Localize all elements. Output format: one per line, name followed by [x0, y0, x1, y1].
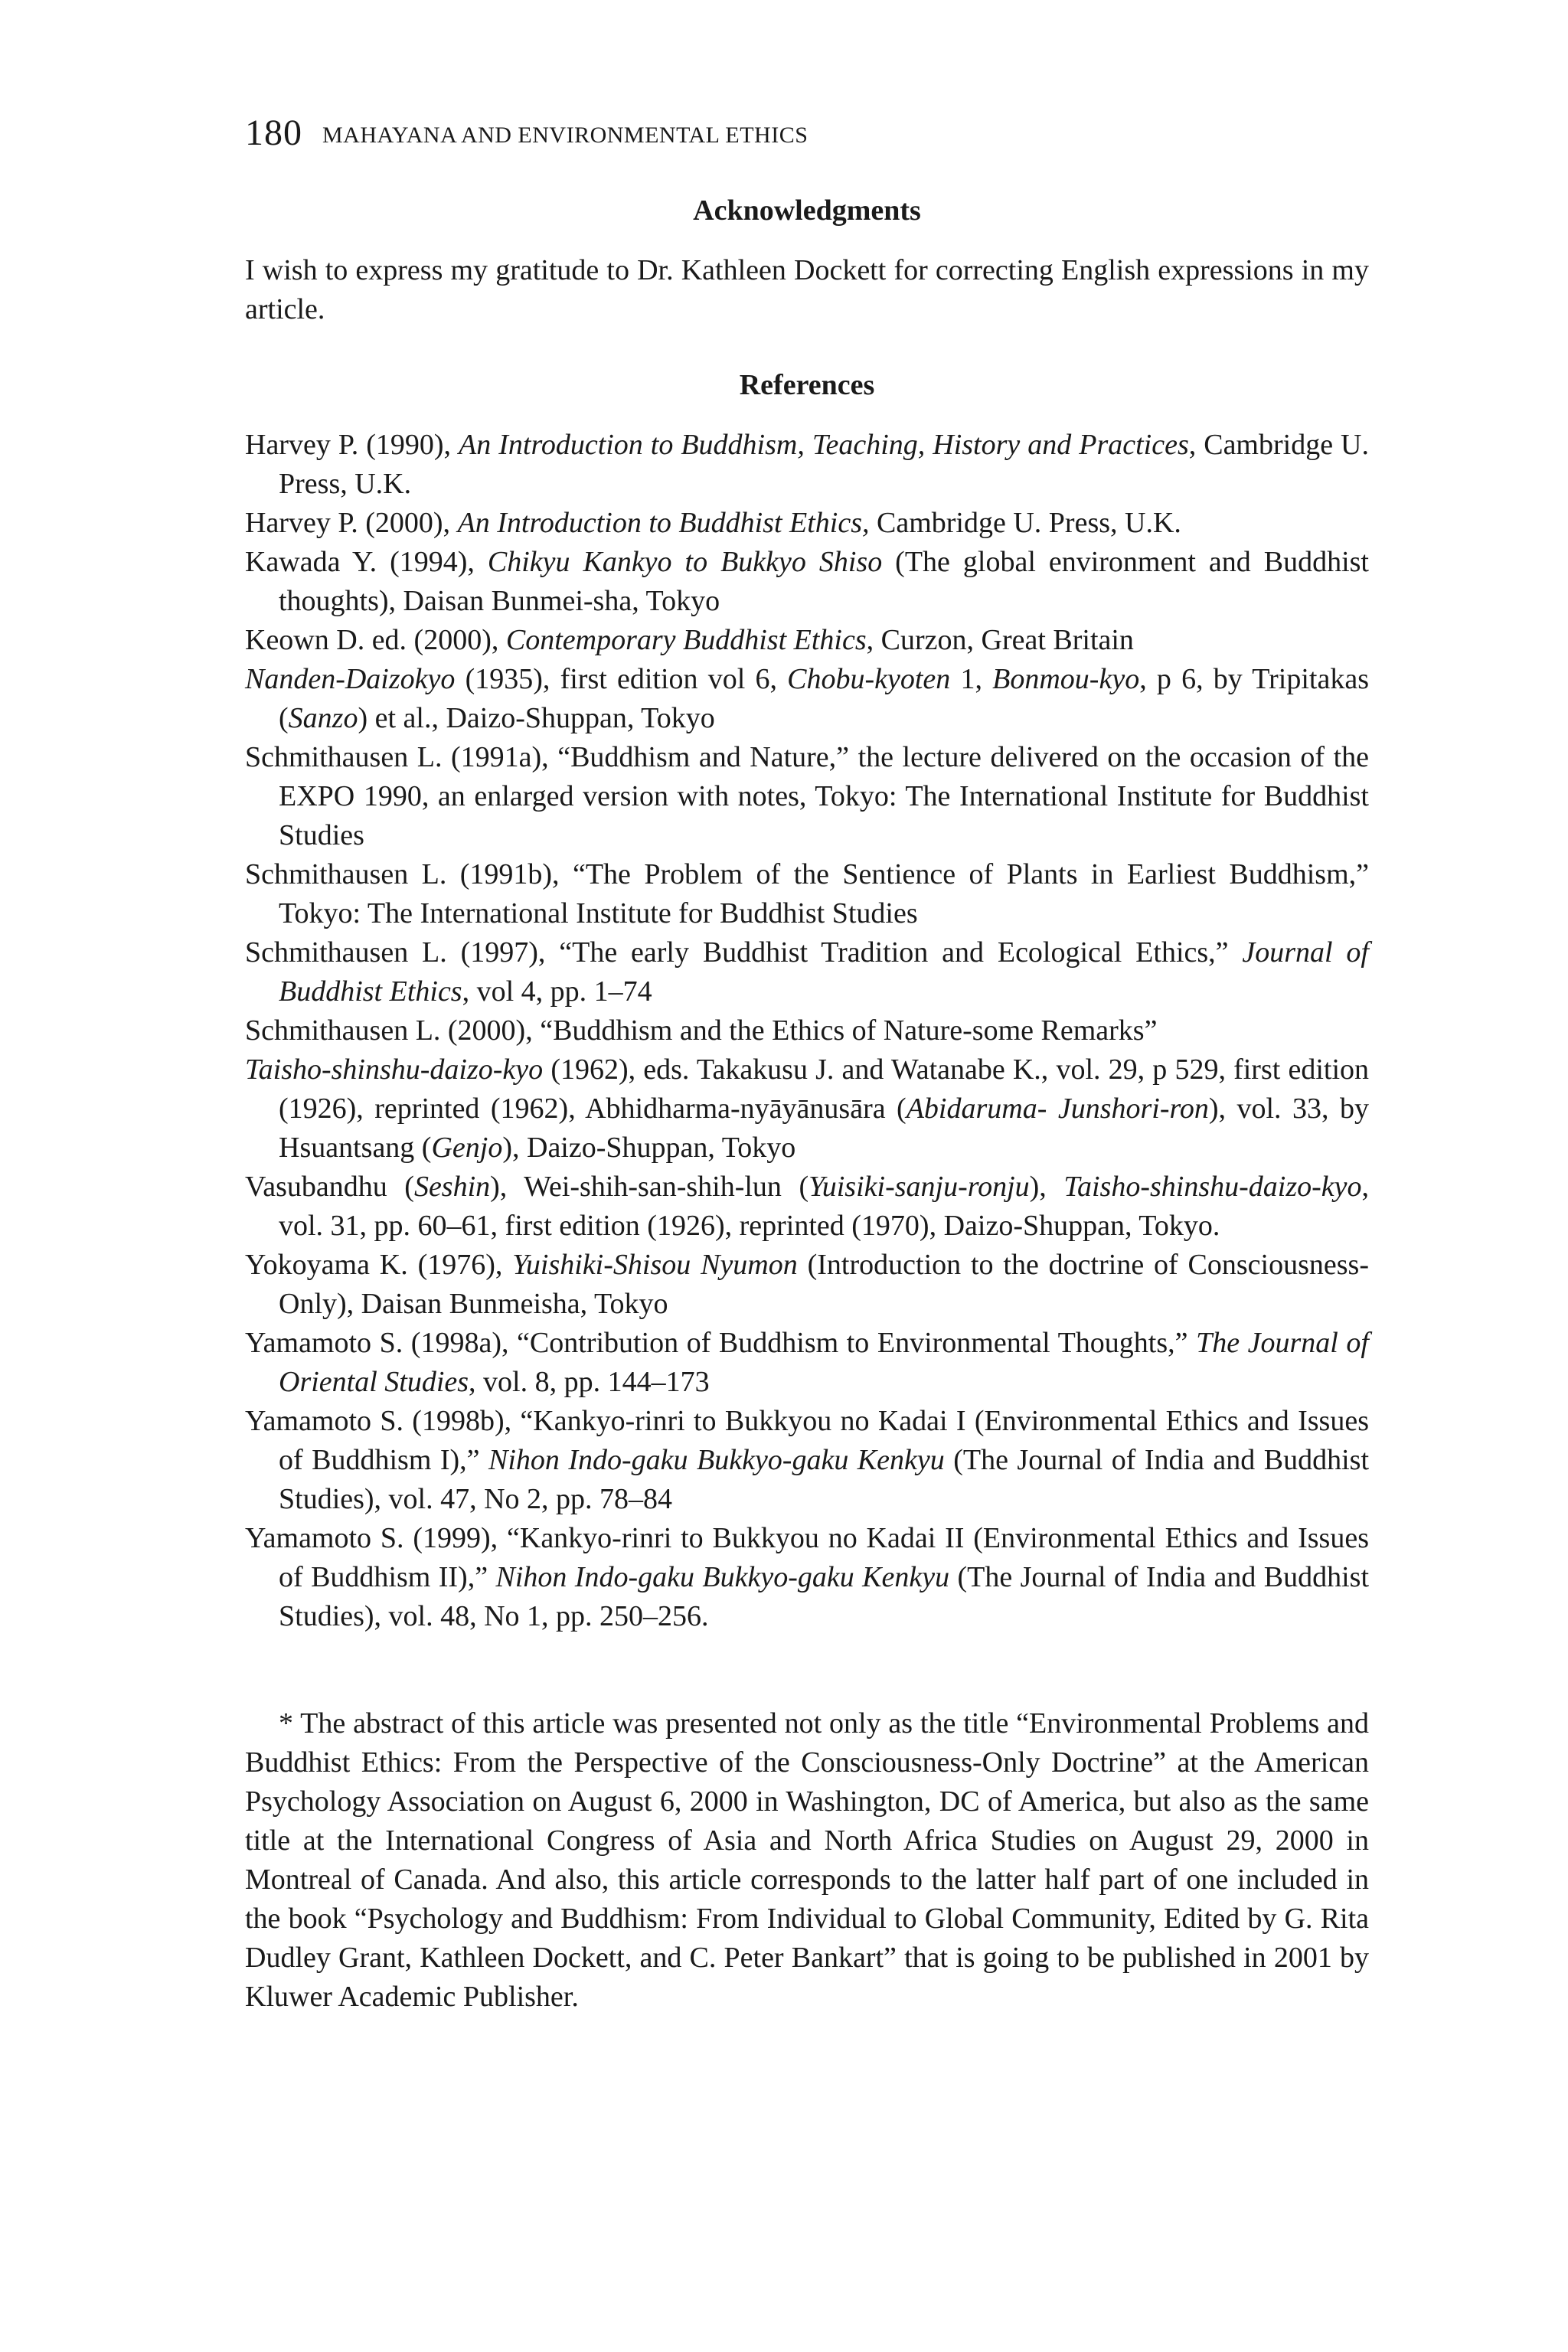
reference-list [245, 426, 1369, 1636]
reference-item: Yamamoto S. (1998b), “Kankyo-rinri to Bukkyou no Kadai I (Environmental Ethics and Issues of Buddhism I),” Nihon Indo-gaku Bukkyo-gaku Kenkyu (The Journal of India and Buddhist Studies), vol. 47, No 2, pp. 78–84 [245, 1405, 1370, 1515]
running-title: MAHAYANA AND ENVIRONMENTAL ETHICS [322, 122, 808, 148]
reference-item: Vasubandhu (Seshin), Wei-shih-san-shih-lun (Yuisiki-sanju-ronju), Taisho-shinshu-daizo-kyo, vol. 31, pp. 60–61, first edition (1926), reprinted (1970), Daizo-Shuppan, Tokyo. [245, 1171, 1370, 1242]
acknowledgments-heading: Acknowledgments [693, 194, 921, 227]
reference-item: Harvey P. (2000), An Introduction to Buddhist Ethics, Cambridge U. Press, U.K. [245, 507, 1181, 539]
page-number: 180 [245, 113, 302, 153]
reference-item: Schmithausen L. (1997), “The early Buddhist Tradition and Ecological Ethics,” Journal of Buddhist Ethics, vol 4, pp. 1–74 [245, 936, 1369, 1008]
reference-item: Harvey P. (1990), An Introduction to Buddhism, Teaching, History and Practices, Cambridge U. Press, U.K. [245, 429, 1370, 500]
reference-item: Taisho-shinshu-daizo-kyo (1962), eds. Takakusu J. and Watanabe K., vol. 29, p 529, first edition (1926), reprinted (1962), Abhidharma-nyāyānusāra (Abidaruma- Junshori-ron), vol. 33, by Hsuantsang (Genjo), Daizo-Shuppan, Tokyo [245, 1054, 1369, 1164]
reference-item: Schmithausen L. (1991b), “The Problem of the Sentience of Plants in Earliest Buddhism,” Tokyo: The International Institute for Buddhist Studies [245, 858, 1369, 929]
running-head [245, 112, 1369, 158]
reference-item: Keown D. ed. (2000), Contemporary Buddhist Ethics, Curzon, Great Britain [245, 624, 1134, 656]
reference-item: Kawada Y. (1994), Chikyu Kankyo to Bukkyo Shiso (The global environment and Buddhist thoughts), Daisan Bunmei-sha, Tokyo [245, 546, 1369, 617]
author-note: * The abstract of this article was presented not only as the title “Environmental Problems and Buddhist Ethics: From the Perspective of the Consciousness-Only Doctrine” at the American Psychology Association on August 6, 2000 in Washington, DC of America, but also as the same title at the International Congress of Asia and North Africa Studies on August 29, 2000 in Montreal of Canada. And also, this article corresponds to the latter half part of one included in the book “Psychology and Buddhism: From Individual to Global Community, Edited by G. Rita Dudley Grant, Kathleen Dockett, and C. Peter Bankart” that is going to be published in 2001 by Kluwer Academic Publisher. [245, 1707, 1369, 2013]
reference-item: Schmithausen L. (1991a), “Buddhism and Nature,” the lecture delivered on the occasion of the EXPO 1990, an enlarged version with notes, Tokyo: The International Institute for Buddhist Studies [245, 741, 1369, 851]
references-heading: References [739, 369, 875, 401]
reference-item: Yamamoto S. (1998a), “Contribution of Buddhism to Environmental Thoughts,” The Journal of Oriental Studies, vol. 8, pp. 144–173 [245, 1327, 1369, 1398]
acknowledgments-text: I wish to express my gratitude to Dr. Kathleen Dockett for correcting English expressions in my article. [245, 254, 1369, 325]
reference-item: Yokoyama K. (1976), Yuishiki-Shisou Nyumon (Introduction to the doctrine of Consciousness-Only), Daisan Bunmeisha, Tokyo [245, 1249, 1369, 1320]
reference-item: Nanden-Daizokyo (1935), first edition vol 6, Chobu-kyoten 1, Bonmou-kyo, p 6, by Tripitakas (Sanzo) et al., Daizo-Shuppan, Tokyo [245, 663, 1369, 734]
reference-item: Yamamoto S. (1999), “Kankyo-rinri to Bukkyou no Kadai II (Environmental Ethics and Issues of Buddhism II),” Nihon Indo-gaku Bukkyo-gaku Kenkyu (The Journal of India and Buddhist Studies), vol. 48, No 1, pp. 250–256. [245, 1522, 1370, 1632]
reference-item: Schmithausen L. (2000), “Buddhism and the Ethics of Nature-some Remarks” [245, 1014, 1158, 1047]
